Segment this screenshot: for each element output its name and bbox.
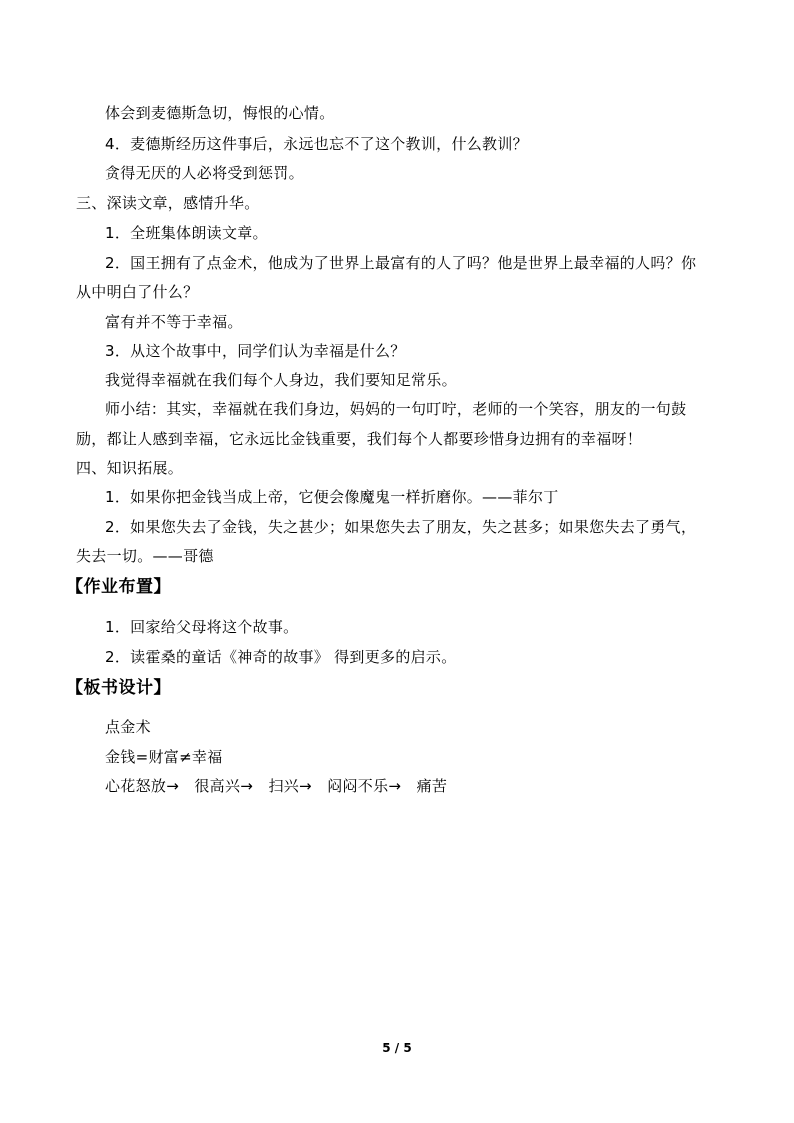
text-line: 体会到麦德斯急切，悔恨的心情。 <box>105 104 335 122</box>
homework-heading: 【作业布置】 <box>66 577 171 597</box>
board-title: 点金术 <box>105 718 151 736</box>
text-line: 富有并不等于幸福。 <box>105 313 243 331</box>
text-line: 我觉得幸福就在我们每个人身边，我们要知足常乐。 <box>105 371 457 389</box>
board-formula: 金钱=财富≠幸福 <box>105 748 223 766</box>
text-line: 3．从这个故事中，同学们认为幸福是什么？ <box>105 342 406 360</box>
page-number: 5 / 5 <box>382 1041 412 1055</box>
text-line: 从中明白了什么？ <box>76 283 199 301</box>
text-line: 2．如果您失去了金钱，失之甚少；如果您失去了朋友，失之甚多；如果您失去了勇气， <box>105 518 697 536</box>
text-line: 失去一切。——哥德 <box>76 547 214 565</box>
text-line: 1．全班集体朗读文章。 <box>105 224 268 242</box>
text-line: 1．如果你把金钱当成上帝，它便会像魔鬼一样折磨你。——菲尔丁 <box>105 488 559 506</box>
text-line: 励，都让人感到幸福，它永远比金钱重要，我们每个人都要珍惜身边拥有的幸福呀！ <box>76 430 643 448</box>
homework-item: 2．读霍桑的童话《神奇的故事》 得到更多的启示。 <box>105 648 457 666</box>
text-line: 贪得无厌的人必将受到惩罚。 <box>105 164 304 182</box>
section-heading: 三、深读文章，感情升华。 <box>76 194 260 212</box>
board-flow: 心花怒放→ 很高兴→ 扫兴→ 闷闷不乐→ 痛苦 <box>105 777 448 795</box>
text-line: 4．麦德斯经历这件事后，永远也忘不了这个教训，什么教训？ <box>105 135 528 153</box>
section-heading: 四、知识拓展。 <box>76 459 184 477</box>
board-heading: 【板书设计】 <box>66 678 171 698</box>
text-line: 2．国王拥有了点金术，他成为了世界上最富有的人了吗？他是世界上最幸福的人吗？你 <box>105 254 697 272</box>
homework-item: 1．回家给父母将这个故事。 <box>105 618 299 636</box>
text-line: 师小结：其实，幸福就在我们身边，妈妈的一句叮咛，老师的一个笑容，朋友的一句鼓 <box>105 400 687 418</box>
